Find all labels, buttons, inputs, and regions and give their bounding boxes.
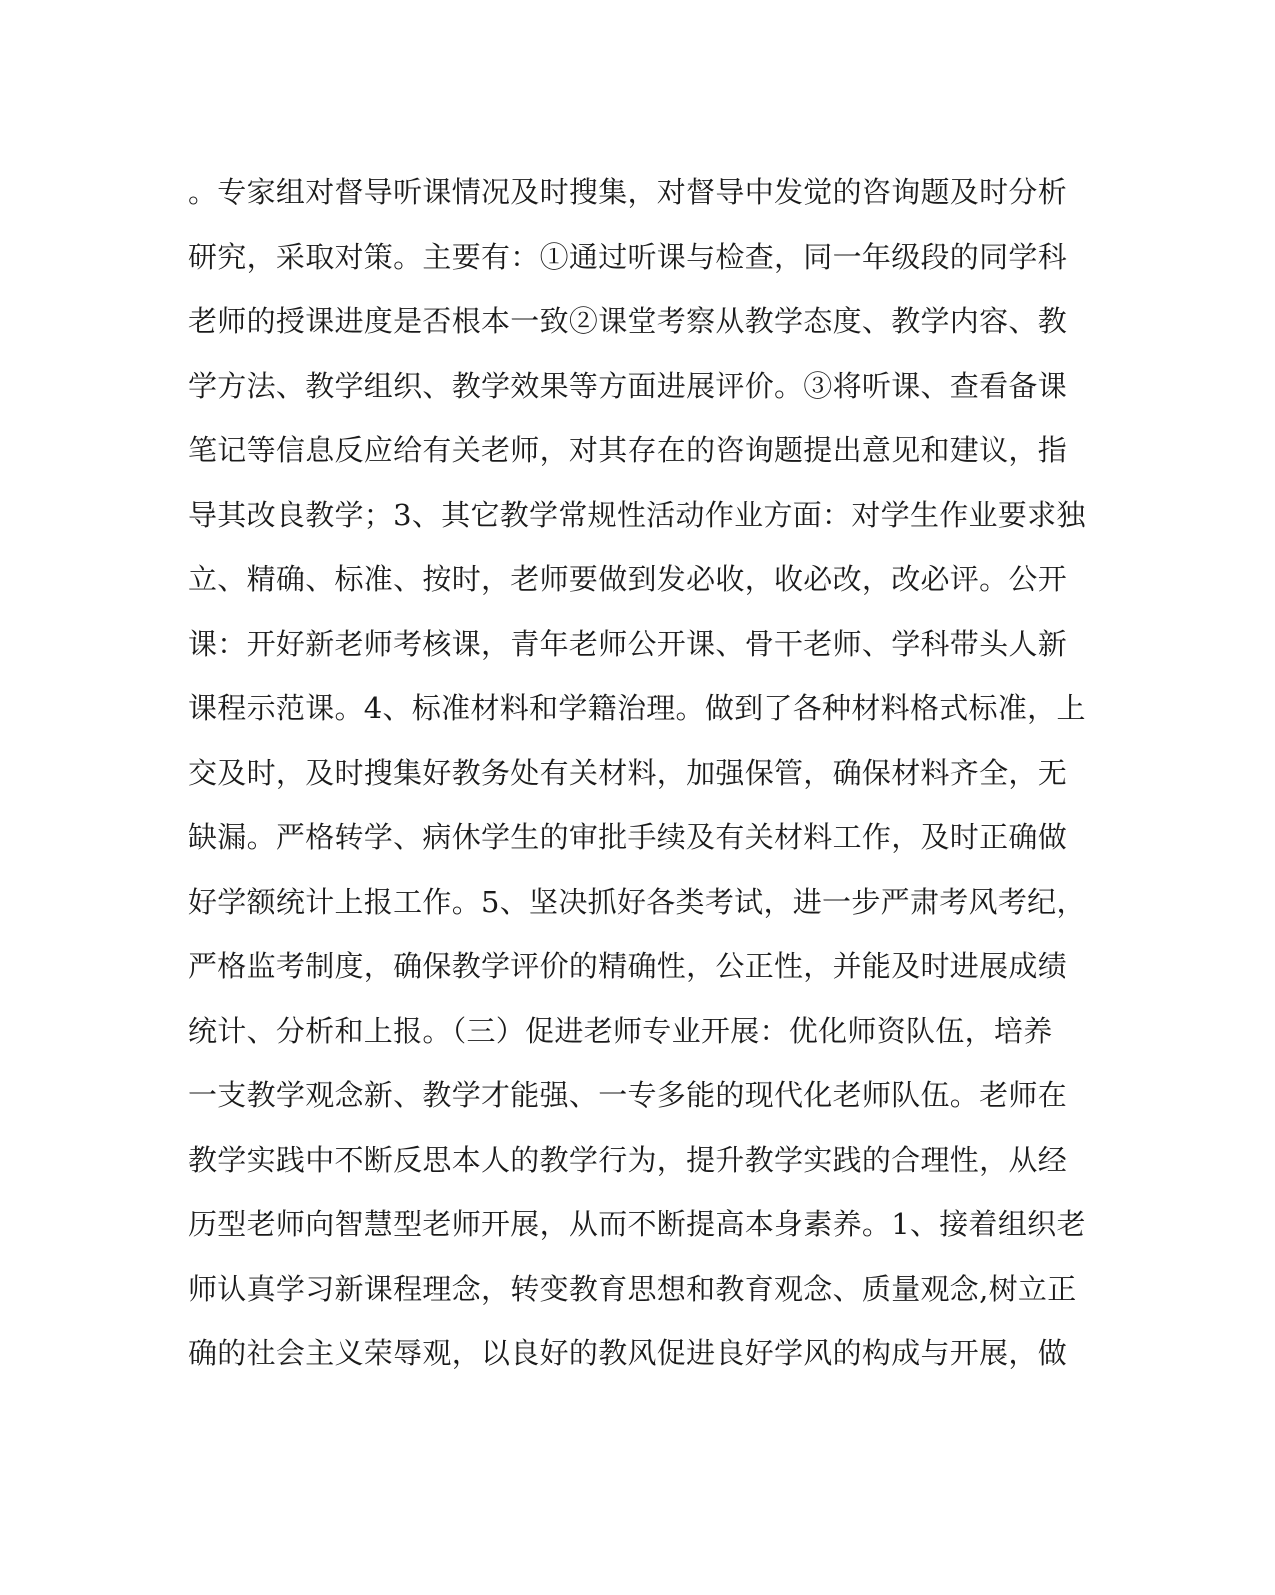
text-line: 研究，采取对策。主要有：①通过听课与检查，同一年级段的同学科 (188, 239, 1068, 274)
text-line: 笔记等信息反应给有关老师，对其存在的咨询题提出意见和建议，指 (188, 433, 1068, 467)
text-line: 课程示范课。4、标准材料和学籍治理。做到了各种材料格式标准，上 (188, 691, 1086, 725)
text-line: 。专家组对督导听课情况及时搜集，对督导中发觉的咨询题及时分析 (188, 175, 1068, 209)
text-line: 教学实践中不断反思本人的教学行为，提升教学实践的合理性，从经 (188, 1142, 1068, 1177)
text-line: 课：开好新老师考核课，青年老师公开课、骨干老师、学科带头人新 (188, 626, 1068, 661)
text-line: 学方法、教学组织、教学效果等方面进展评价。③将听课、查看备课 (188, 368, 1068, 403)
text-line: 好学额统计上报工作。5、坚决抓好各类考试，进一步严肃考风考纪， (188, 884, 1086, 919)
text-line: 导其改良教学；3、其它教学常规性活动作业方面：对学生作业要求独 (188, 497, 1086, 532)
text-line: 严格监考制度，确保教学评价的精确性，公正性，并能及时进展成绩 (188, 949, 1068, 983)
text-line: 确的社会主义荣辱观，以良好的教风促进良好学风的构成与开展，做 (188, 1336, 1068, 1370)
text-line: 统计、分析和上报。（三）促进老师专业开展：优化师资队伍，培养 (188, 1013, 1053, 1048)
text-line: 交及时，及时搜集好教务处有关材料，加强保管，确保材料齐全，无 (188, 755, 1068, 790)
text-line: 历型老师向智慧型老师开展，从而不断提高本身素养。1、接着组织老 (188, 1207, 1086, 1241)
body-text (188, 160, 1086, 1386)
text-line: 师认真学习新课程理念，转变教育思想和教育观念、质量观念,树立正 (188, 1271, 1077, 1306)
text-line: 立、精确、标准、按时，老师要做到发必收，收必改，改必评。公开 (188, 562, 1068, 596)
text-line: 一支教学观念新、教学才能强、一专多能的现代化老师队伍。老师在 (188, 1078, 1068, 1112)
text-line: 缺漏。严格转学、病休学生的审批手续及有关材料工作，及时正确做 (188, 820, 1068, 854)
text-line: 老师的授课进度是否根本一致②课堂考察从教学态度、教学内容、教 (188, 304, 1068, 338)
